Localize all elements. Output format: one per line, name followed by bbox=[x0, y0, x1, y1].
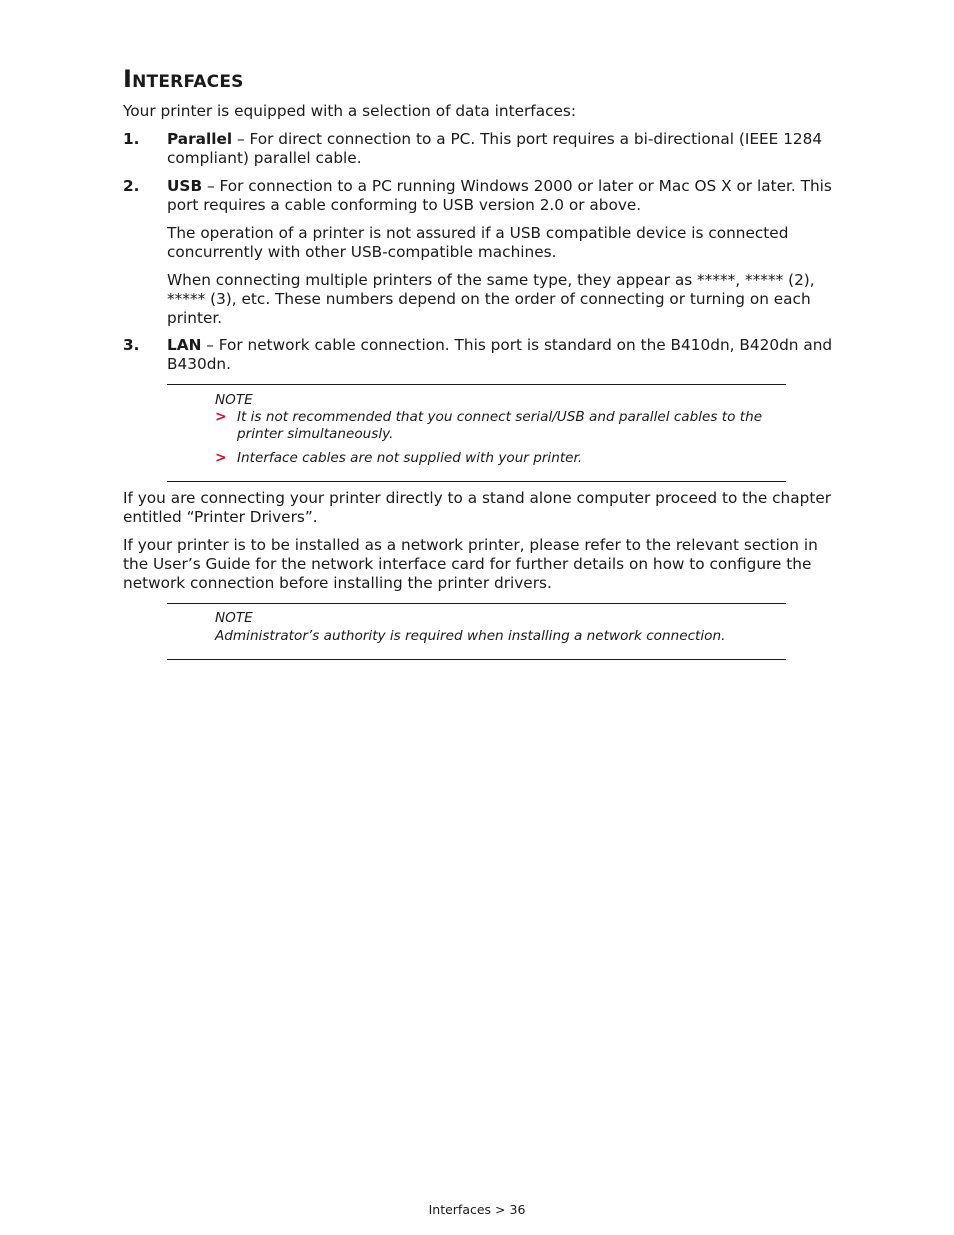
note-label: NOTE bbox=[215, 610, 253, 626]
item-text-usb: – For connection to a PC running Windows 2000 or later or Mac OS X or later. This port requires a cable conforming to USB version 2.0 or above. bbox=[167, 177, 832, 214]
item-label-usb: USB bbox=[167, 177, 203, 195]
note-text: Administrator’s authority is required when installing a network connection. bbox=[215, 628, 726, 644]
paragraph-network: If your printer is to be installed as a network printer, please refer to the relevant section in the User’s Guide for the network interface card for further details on how to configure the network connection before installing the printer drivers. bbox=[123, 536, 818, 592]
list-item-lan bbox=[167, 336, 833, 374]
item-number-2: 2. bbox=[123, 177, 140, 195]
paragraph-standalone: If you are connecting your printer directly to a stand alone computer proceed to the chapter entitled “Printer Drivers”. bbox=[123, 489, 832, 526]
list-item-usb bbox=[167, 177, 833, 215]
page-title: Interfaces bbox=[123, 65, 244, 93]
item-label-parallel: Parallel bbox=[167, 130, 233, 148]
item-number-1: 1. bbox=[123, 130, 140, 148]
note-divider-top bbox=[167, 384, 786, 385]
page-footer: Interfaces > 36 bbox=[428, 1202, 526, 1217]
intro-text: Your printer is equipped with a selection of data interfaces: bbox=[123, 102, 577, 120]
note-point: It is not recommended that you connect serial/USB and parallel cables to the printer simultaneously. bbox=[237, 409, 763, 442]
note-divider-top bbox=[167, 603, 786, 604]
note-label: NOTE bbox=[215, 392, 253, 408]
bullet-arrow-icon: > bbox=[215, 409, 227, 425]
item-text-parallel: – For direct connection to a PC. This port requires a bi-directional (IEEE 1284 compliant) parallel cable. bbox=[167, 130, 823, 167]
note-point: Interface cables are not supplied with your printer. bbox=[237, 450, 583, 466]
usb-note-compat: The operation of a printer is not assured if a USB compatible device is connected concurrently with other USB-compatible machines. bbox=[167, 224, 789, 261]
item-number-3: 3. bbox=[123, 336, 140, 354]
item-text-lan: – For network cable connection. This port is standard on the B410dn, B420dn and B430dn. bbox=[167, 336, 833, 373]
note-divider-bottom bbox=[167, 659, 786, 660]
list-item-parallel bbox=[167, 130, 833, 168]
bullet-arrow-icon: > bbox=[215, 450, 227, 466]
usb-note-multiple: When connecting multiple printers of the same type, they appear as *****, ***** (2), ***** (3), etc. These numbers depend on the order of connecting or turning on each printer. bbox=[167, 271, 815, 327]
item-label-lan: LAN bbox=[167, 336, 202, 354]
note-divider-bottom bbox=[167, 481, 786, 482]
